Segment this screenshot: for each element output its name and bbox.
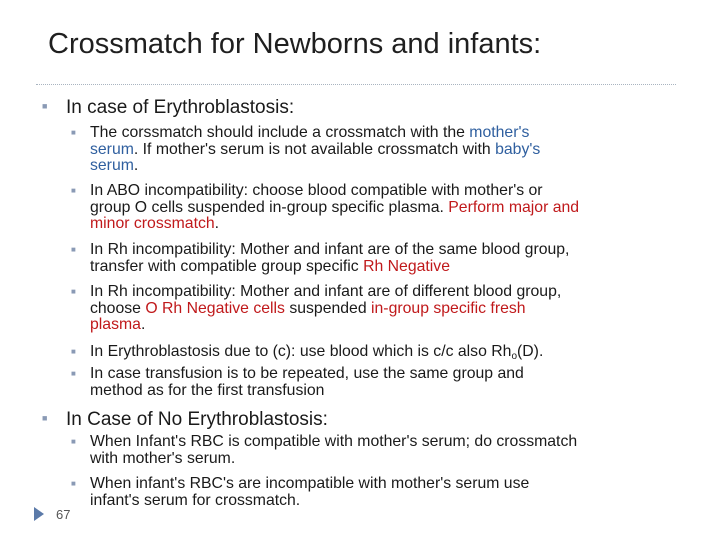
item-line: When infant's RBC's are incompatible with mother's serum use [90, 475, 530, 492]
section-heading-erythroblastosis: In case of Erythroblastosis: [66, 97, 295, 118]
item-text: . [214, 215, 220, 232]
section-bullet-icon: ■ [42, 413, 48, 423]
list-item [90, 344, 690, 366]
list-item [90, 366, 690, 399]
item-line: In Rh incompatibility: Mother and infant are of the same blood group, [90, 241, 570, 258]
item-line: When Infant's RBC is compatible with mother's serum; do crossmatch [90, 433, 578, 450]
item-text: The corssmatch should include a crossmatch with the [90, 124, 470, 141]
page-number: 67 [56, 507, 71, 522]
item-bullet-icon: ■ [71, 479, 76, 488]
item-line [90, 317, 690, 334]
item-highlight: serum [90, 140, 134, 158]
list-item [90, 434, 690, 467]
list-item [90, 125, 690, 175]
item-highlight: plasma [90, 316, 141, 333]
item-bullet-icon: ■ [71, 245, 76, 254]
list-item [90, 183, 690, 233]
list-item [90, 242, 690, 275]
item-line [90, 142, 690, 159]
item-line [90, 200, 690, 217]
item-bullet-icon: ■ [71, 369, 76, 378]
item-text: group O cells suspended in-group specific plasma. [90, 198, 449, 216]
item-line: with mother's serum. [90, 449, 236, 467]
section-heading-no-erythroblastosis: In Case of No Erythroblastosis: [66, 409, 328, 430]
item-line [90, 158, 690, 175]
item-text: choose [90, 299, 146, 317]
slide-title: Crossmatch for Newborns and infants: [48, 28, 542, 60]
item-line [90, 259, 690, 276]
item-text: transfer with compatible group specific [90, 257, 364, 275]
item-line: infant's serum for crossmatch. [90, 491, 301, 509]
item-highlight: serum [90, 157, 134, 174]
item-text: . [140, 316, 146, 333]
item-text: suspended [284, 299, 372, 317]
item-text: . If mother's serum is not available crossmatch with [133, 140, 496, 158]
item-line: In case transfusion is to be repeated, use the same group and [90, 365, 524, 382]
item-highlight: baby's [495, 140, 541, 158]
item-highlight: minor crossmatch [90, 215, 215, 232]
item-line [90, 216, 690, 233]
item-bullet-icon: ■ [71, 128, 76, 137]
item-line [90, 125, 690, 142]
item-text: In Erythroblastosis due to (c): use blood which is c/c also Rh [90, 343, 512, 360]
item-bullet-icon: ■ [71, 287, 76, 296]
item-highlight: O Rh Negative cells [145, 299, 285, 317]
item-subscript: o [511, 351, 518, 362]
item-line [90, 301, 690, 318]
item-line: method as for the first transfusion [90, 381, 325, 399]
item-line: In Rh incompatibility: Mother and infant are of different blood group, [90, 283, 562, 300]
item-highlight: in-group specific fresh [371, 299, 526, 317]
item-highlight: mother's [469, 124, 530, 141]
list-item [90, 284, 690, 334]
item-line [90, 344, 690, 366]
slide-marker-icon [34, 507, 44, 521]
item-text: (D). [517, 343, 544, 360]
list-item [90, 476, 690, 509]
section-bullet-icon: ■ [42, 101, 48, 111]
item-line: In ABO incompatibility: choose blood compatible with mother's or [90, 182, 543, 199]
item-bullet-icon: ■ [71, 437, 76, 446]
item-text: . [133, 157, 139, 174]
item-bullet-icon: ■ [71, 186, 76, 195]
item-bullet-icon: ■ [71, 347, 76, 356]
item-highlight: Perform major and [448, 198, 580, 216]
item-highlight: Rh Negative [363, 257, 450, 275]
